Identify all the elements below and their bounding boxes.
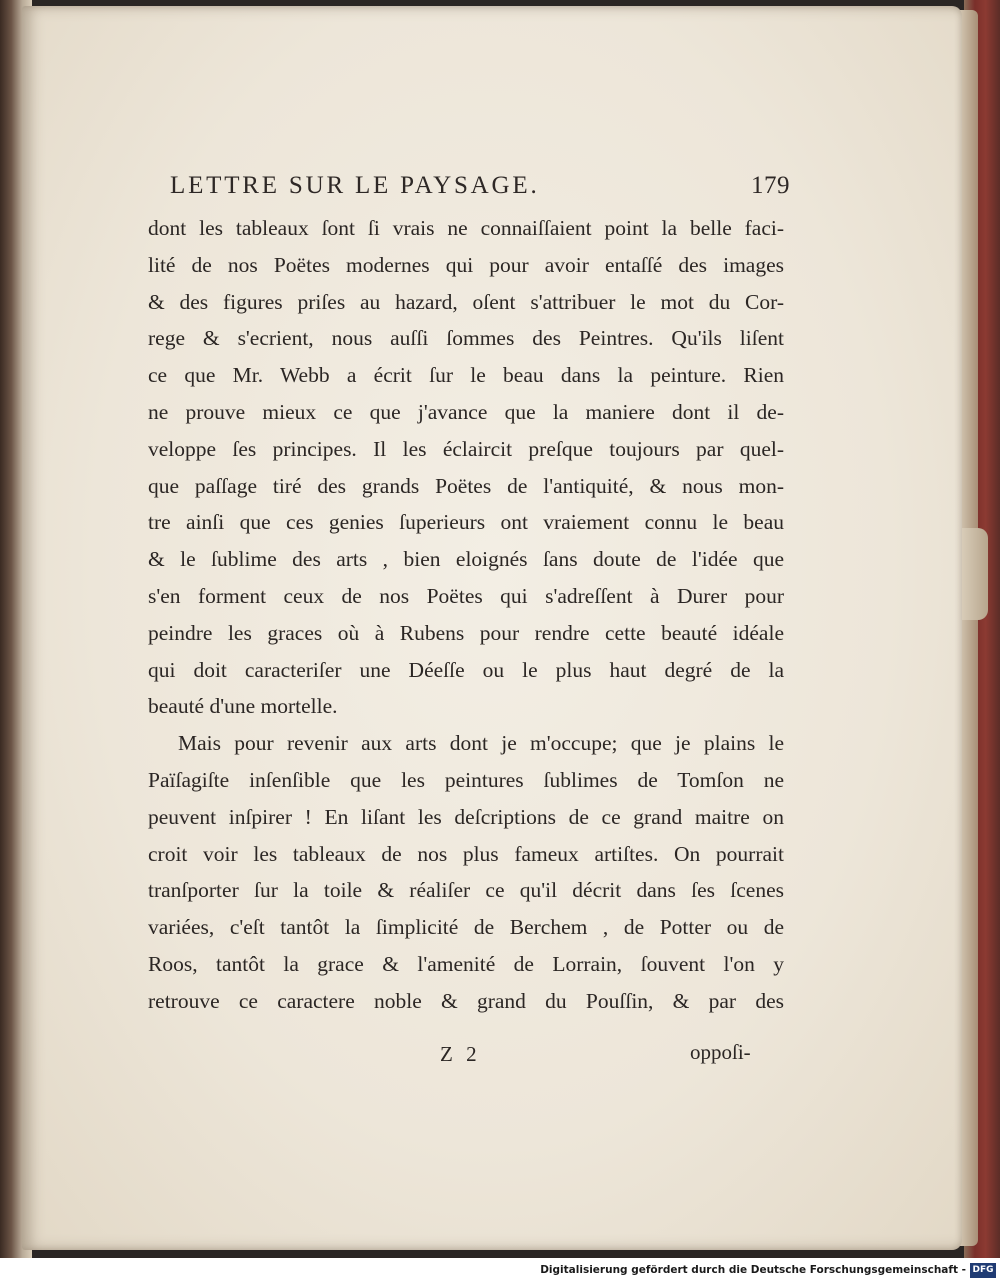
paragraph-1 bbox=[148, 210, 784, 725]
text-line: veloppe ſes principes. Il les éclaircit preſque toujours par quel- bbox=[148, 436, 784, 461]
text-line: variées, c'eſt tantôt la ſimplicité de Berchem , de Potter ou de bbox=[148, 915, 784, 940]
running-title: LETTRE SUR LE PAYSAGE. bbox=[170, 172, 540, 199]
text-line: retrouve ce caractere noble & grand du Pouſſin, & par des bbox=[148, 988, 784, 1013]
text-line: croit voir les tableaux de nos plus fameux artiſtes. On pourrait bbox=[148, 841, 784, 866]
page-number: 179 bbox=[751, 172, 790, 199]
credit-bar bbox=[0, 1258, 1000, 1284]
text-line: beauté d'une mortelle. bbox=[148, 694, 338, 719]
signature-mark: Z 2 bbox=[440, 1042, 481, 1066]
body-text bbox=[148, 210, 784, 1020]
paragraph-2 bbox=[148, 725, 784, 1019]
text-line: ne prouve mieux ce que j'avance que la maniere dont il de- bbox=[148, 399, 784, 424]
running-header bbox=[170, 172, 790, 212]
text-line: lité de nos Poëtes modernes qui pour avoir entaſſé des images bbox=[148, 252, 784, 277]
catchword: oppoſi- bbox=[690, 1040, 751, 1064]
text-line: Roos, tantôt la grace & l'amenité de Lorrain, ſouvent l'on y bbox=[148, 951, 784, 976]
text-line: Païſagiſte inſenſible que les peintures ſublimes de Tomſon ne bbox=[148, 767, 784, 792]
text-line: qui doit caracteriſer une Déeſſe ou le plus haut degré de la bbox=[148, 657, 784, 682]
digitization-credit: Digitalisierung gefördert durch die Deutsche Forschungsgemeinschaft - bbox=[540, 1264, 966, 1276]
text-line: & le ſublime des arts , bien eloignés ſans doute de l'idée que bbox=[148, 547, 784, 572]
text-line: & des figures priſes au hazard, oſent s'attribuer le mot du Cor- bbox=[148, 289, 784, 314]
text-line: Mais pour revenir aux arts dont je m'occupe; que je plains le bbox=[178, 731, 784, 756]
text-line: tre ainſi que ces genies ſuperieurs ont vraiement connu le beau bbox=[148, 510, 784, 535]
page-tab bbox=[962, 528, 988, 620]
text-line: rege & s'ecrient, nous auſſi ſommes des Peintres. Qu'ils liſent bbox=[148, 326, 784, 351]
text-line: que paſſage tiré des grands Poëtes de l'antiquité, & nous mon- bbox=[148, 473, 784, 498]
text-line: dont les tableaux ſont ſi vrais ne connaiſſaient point la belle faci- bbox=[148, 216, 784, 240]
text-line: tranſporter ſur la toile & réaliſer ce qu'il décrit dans ſes ſcenes bbox=[148, 878, 784, 903]
text-line: peuvent inſpirer ! En liſant les deſcriptions de ce grand maitre on bbox=[148, 804, 784, 829]
text-line: peindre les graces où à Rubens pour rendre cette beauté idéale bbox=[148, 620, 784, 645]
dfg-logo-icon: DFG bbox=[970, 1263, 996, 1278]
text-line: s'en forment ceux de nos Poëtes qui s'adreſſent à Durer pour bbox=[148, 583, 784, 608]
text-line: ce que Mr. Webb a écrit ſur le beau dans la peinture. Rien bbox=[148, 363, 784, 388]
